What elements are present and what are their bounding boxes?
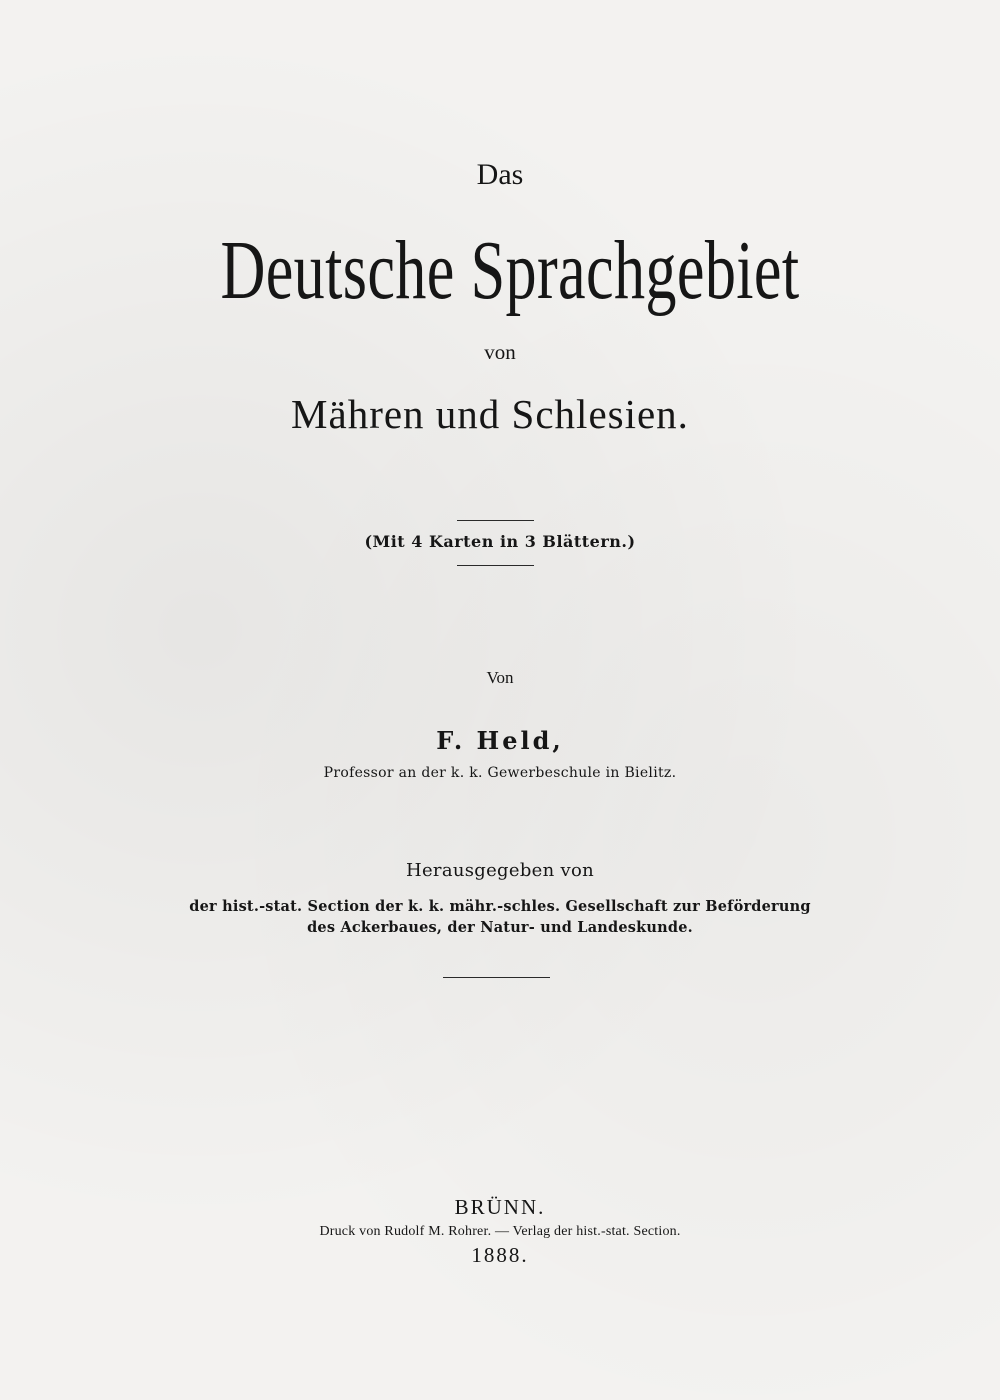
publication-city: BRÜNN. — [454, 1195, 546, 1219]
pre-title: Das — [476, 158, 524, 191]
rule-above-maps-note — [457, 520, 534, 521]
rule-below-maps-note — [457, 565, 534, 566]
main-title: Deutsche Sprachgebiet — [220, 224, 800, 317]
publisher-intro: Herausgegeben von — [405, 860, 595, 881]
printer-line: Druck von Rudolf M. Rohrer. — Verlag der hist.-stat. Section. — [319, 1224, 681, 1239]
publisher-line-1: der hist.-stat. Section der k. k. mähr.-schles. Gesellschaft zur Beförderung — [189, 898, 811, 915]
publisher-line-2: des Ackerbaues, der Natur- und Landeskunde. — [307, 919, 693, 936]
region-title: Mähren und Schlesien. — [291, 391, 689, 437]
maps-note: (Mit 4 Karten in 3 Blättern.) — [364, 532, 636, 551]
rule-below-publisher — [443, 977, 550, 978]
author-title: Professor an der k. k. Gewerbeschule in Bielitz. — [323, 765, 677, 781]
author-intro: Von — [486, 668, 514, 687]
title-connector: von — [484, 340, 516, 364]
author-name: F. Held, — [436, 726, 564, 755]
publication-year: 1888. — [471, 1243, 529, 1267]
